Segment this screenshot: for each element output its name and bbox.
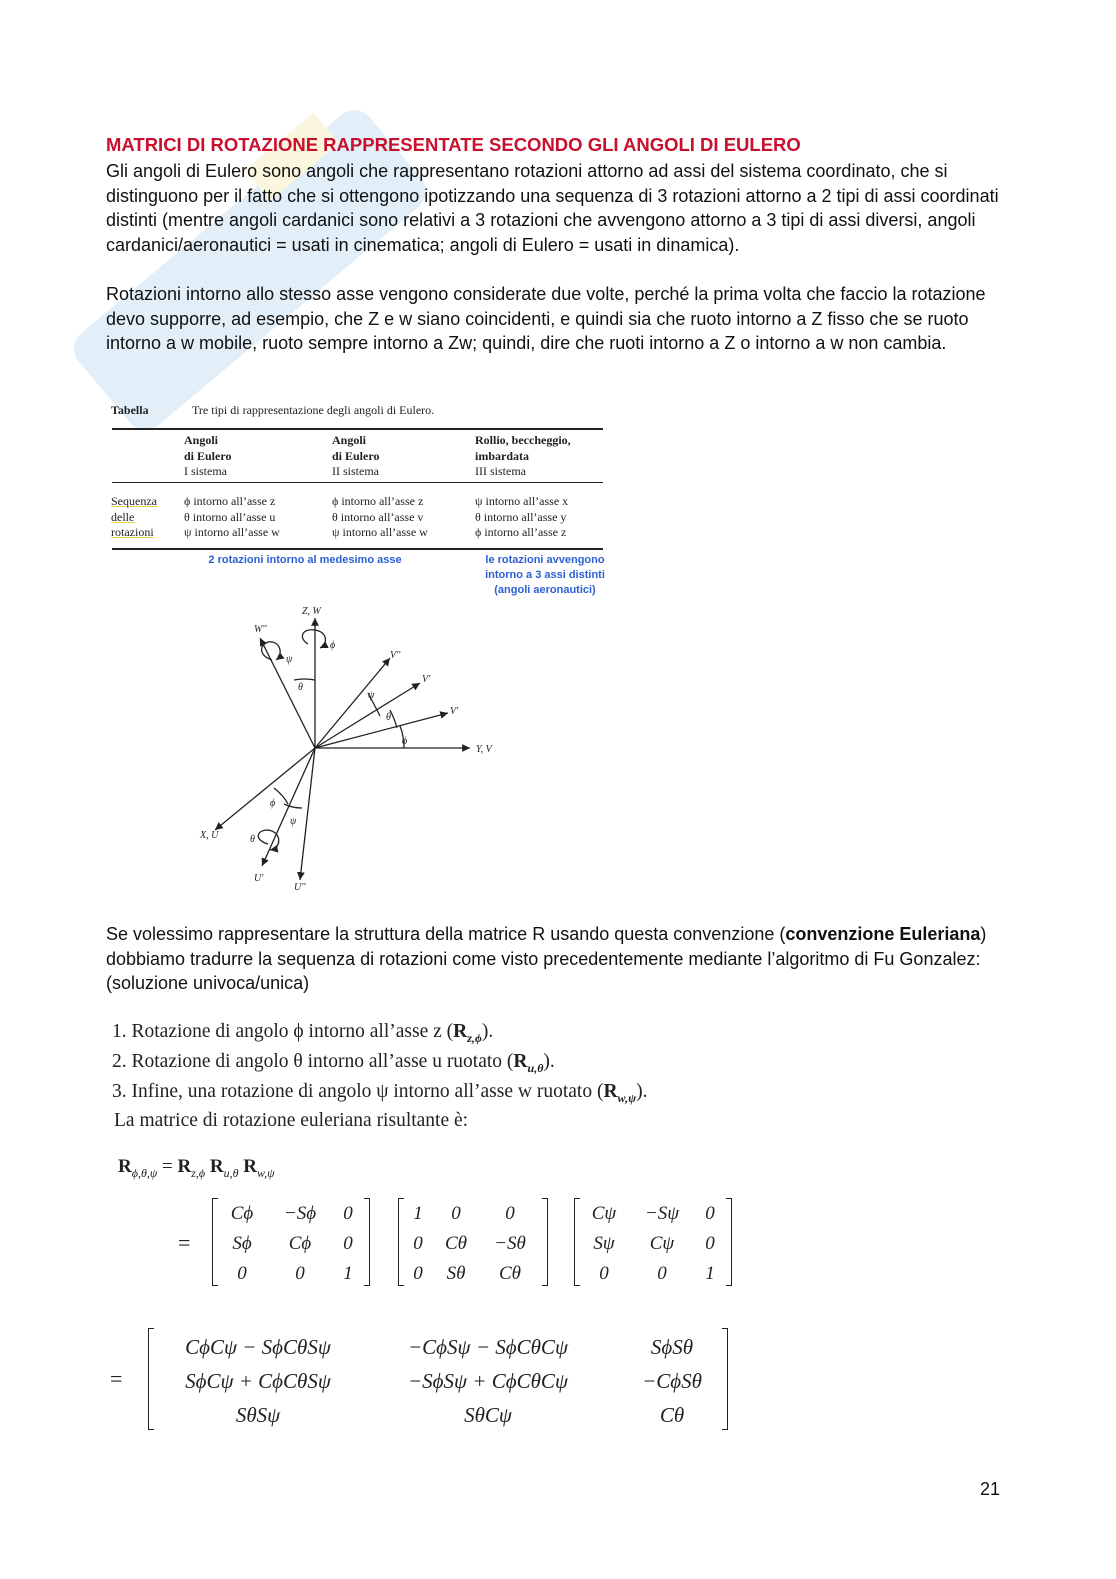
row-label-line: rotazioni [111, 525, 154, 539]
rotation-arc-theta-u [258, 830, 279, 850]
step-end: ). [543, 1050, 555, 1072]
label-psi-u: ψ [290, 816, 297, 827]
header-line: III sistema [475, 464, 526, 478]
label-v2: V'' [390, 650, 401, 661]
matrix-cell: SϕCψ + CϕCθSψ [185, 1369, 331, 1394]
eq-subscript: z,ϕ [191, 1165, 206, 1180]
step-text: 3. Infine, una rotazione di angolo ψ intorno all’asse w ruotato ( [112, 1080, 604, 1102]
header-line: II sistema [332, 464, 379, 478]
label-theta-u: θ [250, 834, 255, 845]
header-line: Angoli [332, 433, 367, 447]
label-phi-v: ϕ [402, 736, 408, 747]
header-line: I sistema [184, 464, 227, 478]
matrix-cell: 0 [343, 1232, 353, 1254]
matrix-cell: Cϕ [288, 1232, 312, 1254]
step-text: 2. Rotazione di angolo θ intorno all’asse u ruotato ( [112, 1050, 514, 1072]
table-col3-values [475, 494, 568, 541]
text-run: Se volessimo rappresentare la struttura della matrice R usando questa convenzione ( [106, 924, 786, 944]
step-symbol: R [513, 1050, 528, 1072]
matrix-cell: Sθ [446, 1262, 466, 1284]
eq-subscript: w,ψ [257, 1165, 275, 1180]
table-cell: θ intorno all’asse y [475, 509, 567, 524]
table-cell: ϕ intorno all’asse z [332, 494, 424, 508]
header-line: Rollio, beccheggio, [475, 433, 571, 447]
matrix-cell: 0 [657, 1262, 667, 1284]
step-item [112, 1020, 648, 1050]
equation-intro: La matrice di rotazione euleriana risultante è: [114, 1110, 469, 1131]
matrix-cell: 0 [505, 1202, 515, 1224]
matrix-cell: −CϕSψ − SϕCθCψ [407, 1335, 568, 1360]
note-line: (angoli aeronautici) [494, 584, 596, 596]
matrix-cell: 0 [413, 1232, 423, 1254]
table-mid-rule [112, 482, 603, 483]
matrix-cell: 1 [343, 1262, 353, 1284]
matrix-cell: 0 [451, 1202, 461, 1224]
step-text: 1. Rotazione di angolo ϕ intorno all’asse z ( [112, 1021, 454, 1042]
step-subscript: w,ψ [617, 1090, 637, 1105]
matrix-cell: Cϕ [230, 1202, 254, 1224]
eq-symbol: R [209, 1156, 224, 1177]
label-u1: U' [254, 873, 264, 884]
table-row-label [111, 494, 157, 541]
step-end: ). [636, 1080, 648, 1102]
eq-subscript: u,θ [223, 1165, 239, 1180]
matrix-cell: −CϕSθ [642, 1369, 702, 1394]
table-cell: ψ intorno all’asse x [475, 494, 569, 508]
angle-arc-theta-v [390, 710, 397, 728]
bold-term: convenzione Euleriana [785, 924, 981, 944]
table-col1-header [184, 433, 231, 480]
note-aeronautic [470, 553, 620, 598]
matrix-cell: Sψ [593, 1232, 615, 1254]
label-phi-u: ϕ [270, 798, 276, 809]
matrix-rw-psi [574, 1198, 732, 1286]
matrix-cell: 0 [413, 1262, 423, 1284]
label-y-v: Y, V [476, 744, 492, 755]
matrix-cell: 1 [413, 1202, 423, 1224]
label-phi-z: ϕ [330, 640, 336, 651]
label-x-u: X, U [200, 830, 219, 841]
matrix-cell: SθCψ [464, 1403, 512, 1428]
matrix-cell: −Sψ [644, 1202, 680, 1224]
matrix-cell: 1 [705, 1262, 715, 1284]
equals-sign-1: = [178, 1230, 191, 1255]
angle-arc-psi-u [284, 804, 302, 808]
step-symbol: R [453, 1021, 468, 1042]
header-line: di Eulero [184, 448, 232, 463]
table-col3-header [475, 433, 571, 480]
label-u2: U'' [294, 882, 306, 893]
row-label-line: delle [111, 509, 135, 524]
table-label: Tabella [111, 403, 149, 417]
label-theta-v: θ [386, 712, 391, 723]
matrix-cell: SϕSθ [650, 1335, 694, 1360]
equation-definition [118, 1156, 275, 1181]
eq-symbol: R [243, 1156, 258, 1177]
matrix-cell: Cθ [498, 1262, 521, 1284]
table-top-rule [112, 428, 603, 430]
table-caption: Tre tipi di rappresentazione degli angoli di Eulero. [192, 403, 435, 417]
matrix-cell: 0 [343, 1202, 353, 1224]
paragraph-same-axis: Rotazioni intorno allo stesso asse vengono considerate due volte, perché la prima volta che faccio la rotazione devo supporre, ad esempio, che Z e w siano coincidenti, e quindi sia che ruoto intorno a Z fisso che se ruoto intorno a w mobile, ruoto sempre intorno a Zw; quindi, dire che ruoti intorno a Z o intorno a w non cambia. [106, 284, 986, 354]
matrix-cell: 0 [237, 1262, 247, 1284]
matrix-cell: 0 [599, 1262, 609, 1284]
matrix-cell: −Sϕ [283, 1202, 317, 1224]
axis-u2 [300, 748, 315, 880]
matrix-cell: −Sθ [494, 1232, 526, 1254]
axis-v2 [315, 658, 390, 748]
table-cell: θ intorno all’asse v [332, 509, 424, 524]
eq-symbol: R [118, 1156, 132, 1177]
matrix-cell: 0 [705, 1232, 715, 1254]
page-number: 21 [980, 1479, 1001, 1499]
matrix-cell: Cψ [649, 1232, 675, 1254]
table-bottom-rule [112, 548, 603, 550]
axis-v1b [315, 713, 448, 748]
label-v1a: V' [422, 674, 431, 685]
matrix-cell: −SϕSψ + CϕCθCψ [407, 1369, 568, 1394]
rotation-arc-phi-z [302, 630, 325, 648]
rotation-steps [112, 1020, 648, 1110]
label-z-w: Z, W [302, 606, 321, 617]
paragraph-euler-definition: Gli angoli di Eulero sono angoli che rappresentano rotazioni attorno ad assi del sistema coordinato, che si distinguono per il fatto che si ottengono ipotizzando una sequenza di 3 rotazioni attorno a 2 tipi di assi coordinati distinti (mentre angoli cardanici sono relativi a 3 rotazioni che avvengono attorno a 3 tipi di assi diversi, angoli cardanici/aeronautici = usati in cinematica; angoli di Eulero = usati in dinamica). [106, 161, 999, 255]
row-label-line: Sequenza [111, 494, 157, 508]
table-col2-values [332, 494, 428, 541]
label-psi-w: ψ [286, 654, 293, 665]
matrix-cell: Sϕ [232, 1232, 252, 1254]
equals-sign-2: = [110, 1366, 123, 1391]
matrix-cell: 0 [705, 1202, 715, 1224]
header-line: imbardata [475, 448, 529, 463]
matrix-cell: SθSψ [235, 1403, 281, 1428]
table-col1-values [184, 494, 280, 541]
table-cell: ϕ intorno all’asse z [475, 525, 567, 539]
table-col2-header [332, 433, 379, 480]
table-cell: ψ intorno all’asse w [332, 525, 428, 539]
eq-subscript: ϕ,θ,ψ [131, 1165, 158, 1180]
step-symbol: R [603, 1080, 618, 1102]
eq-equals: = [162, 1156, 173, 1177]
step-item [112, 1050, 648, 1080]
step-end: ). [481, 1021, 494, 1042]
table-cell: θ intorno all’asse u [184, 509, 276, 524]
angle-arc-phi-u [274, 788, 288, 804]
rotation-arc-psi-w [262, 642, 281, 660]
table-cell: ϕ intorno all’asse z [184, 494, 276, 508]
table-cell: ψ intorno all’asse w [184, 525, 280, 539]
paragraph-convention [106, 922, 1011, 996]
label-w2: W'' [254, 624, 267, 635]
matrix-cell: Cθ [444, 1232, 467, 1254]
step-item [112, 1080, 648, 1110]
step-subscript: z,ϕ [467, 1030, 482, 1045]
angle-arc-theta-top [294, 679, 315, 680]
matrix-cell: Cψ [591, 1202, 617, 1224]
header-line: Angoli [184, 433, 219, 447]
step-subscript: u,θ [527, 1060, 544, 1075]
label-v1b: V' [450, 706, 459, 717]
label-theta-top: θ [298, 682, 303, 693]
matrix-cell: Cθ [659, 1403, 685, 1428]
euler-table [108, 400, 603, 550]
note-same-axis: 2 rotazioni intorno al medesimo asse [208, 554, 402, 566]
page-title: MATRICI DI ROTAZIONE RAPPRESENTATE SECONDO GLI ANGOLI DI EULERO [106, 134, 801, 155]
note-line: le rotazioni avvengono [485, 554, 605, 566]
matrix-result [148, 1328, 728, 1430]
matrix-cell: 0 [295, 1262, 305, 1284]
text-run: ) dobbiamo tradurre la sequenza di rotazioni come visto precedentemente mediante l’algoritmo di Fu Gonzalez: (soluzione univoca/unica) [106, 924, 987, 994]
note-line: intorno a 3 assi distinti [485, 569, 605, 581]
axis-x-u [215, 748, 315, 830]
euler-axes-figure [190, 598, 590, 898]
header-line: di Eulero [332, 448, 380, 463]
matrix-cell: CϕCψ − SϕCθSψ [185, 1335, 331, 1360]
eq-symbol: R [177, 1156, 192, 1177]
label-psi-v: ψ [368, 690, 375, 701]
